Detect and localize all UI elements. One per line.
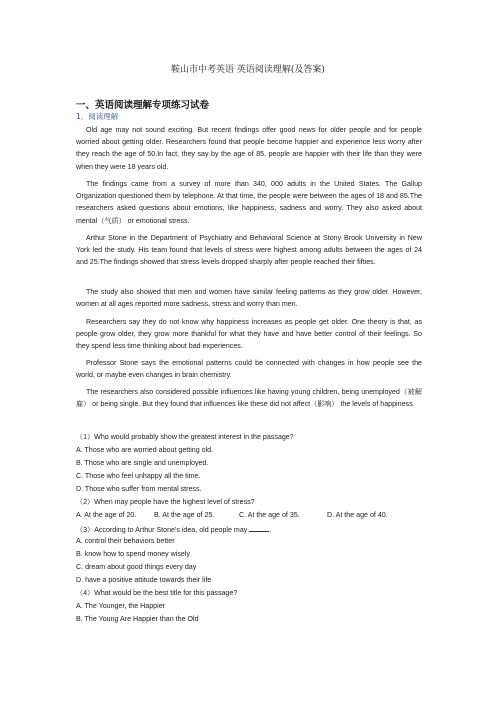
question-3-stem xyxy=(76,523,422,536)
question-4-option-b: B. The Young Are Happier than the Old xyxy=(76,615,199,623)
question-3-option-d: D. have a positive attitude towards their life xyxy=(76,576,212,584)
question-2-option-a: A. At the age of 20. xyxy=(76,511,137,519)
question-2-option-c: C. At the age of 35. xyxy=(238,511,300,519)
question-2-options xyxy=(76,510,422,521)
question-3-stem-text: （3）According to Arthur Stone's idea, old people may xyxy=(76,526,248,534)
question-4-stem: （4）What would be the best title for this passage? xyxy=(76,589,238,597)
section-heading: 一、英语阅读理解专项练习试卷 xyxy=(76,100,210,111)
question-3-option-a: A. control their behaviors better xyxy=(76,537,175,545)
question-3-option-c: C. dream about good things every day xyxy=(76,563,197,571)
passage-paragraph-4: The study also showed that men and women have similar feeling patterns as they grow older. However, women at all ages reported more sadness, stress and worry than men. xyxy=(76,288,422,309)
question-1-option-b: B. Those who are single and unemployed. xyxy=(76,459,209,467)
question-2-option-b: B. At the age of 25. xyxy=(153,511,215,519)
question-3-option-b: B. know how to spend money wisely xyxy=(76,550,190,558)
question-2-stem: （2）When may people have the highest level of stress? xyxy=(76,498,255,506)
question-1-option-d: D. Those who suffer from mental stress. xyxy=(76,485,202,493)
question-3-stem-end: . xyxy=(269,526,272,534)
document-title: 鞍山市中考英语 英语阅读理解(及答案) xyxy=(171,65,325,75)
passage-paragraph-1: Old age may not sound exciting. But recent findings offer good news for older people and for people worried about getting older. Researchers found that people become happier and experience less worry after they reach the age of 50.In fact, they say by the age of 85, people are happier with their life than they were when they were 18 years old. xyxy=(76,126,422,171)
passage-paragraph-6: Professor Stone says the emotional patterns could be connected with changes in how people see the world, or maybe even changes in brain chemistry. xyxy=(76,359,422,380)
question-subheading: 1．阅读理解 xyxy=(76,112,119,121)
passage-paragraph-7: The researchers also considered possible influences like having young children, being unemployed（被解雇） or being single. But they found that influences like these did not affect（影响） the levels of happiness. xyxy=(76,388,422,409)
question-2-option-d: D. At the age of 40. xyxy=(326,511,388,519)
passage-paragraph-2: The findings came from a survey of more than 340, 000 adults in the United States. The Gallup Organization questioned them by telephone. At that time, the people were between the ages of 18 and 85.The researchers asked questions about emotions, like happiness, sadness and worry. They also asked about mental（气质） or emotional stress. xyxy=(76,180,422,225)
passage-paragraph-5: Researchers say they do not know why happiness increases as people get older. One theory is that, as people grow older, they grow more thankful for what they have and have better control of their feelings. So they spend less time thinking about bad experiences. xyxy=(76,318,422,351)
question-1-option-a: A. Those who are worried about getting old. xyxy=(76,446,214,454)
answer-blank xyxy=(249,523,272,534)
question-1-option-c: C. Those who feel unhappy all the time. xyxy=(76,472,201,480)
passage-paragraph-3: Arthur Stone in the Department of Psychiatry and Behavioral Science at Stony Brook University in New York led the study. His team found that levels of stress were highest among adults between the ages of 24 and 25.The findings showed that stress levels dropped sharply after people reached their fifties. xyxy=(76,234,422,267)
question-4-option-a: A. The Younger, the Happier xyxy=(76,602,166,610)
question-1-stem: （1）Who would probably show the greatest interest in the passage? xyxy=(76,433,294,441)
